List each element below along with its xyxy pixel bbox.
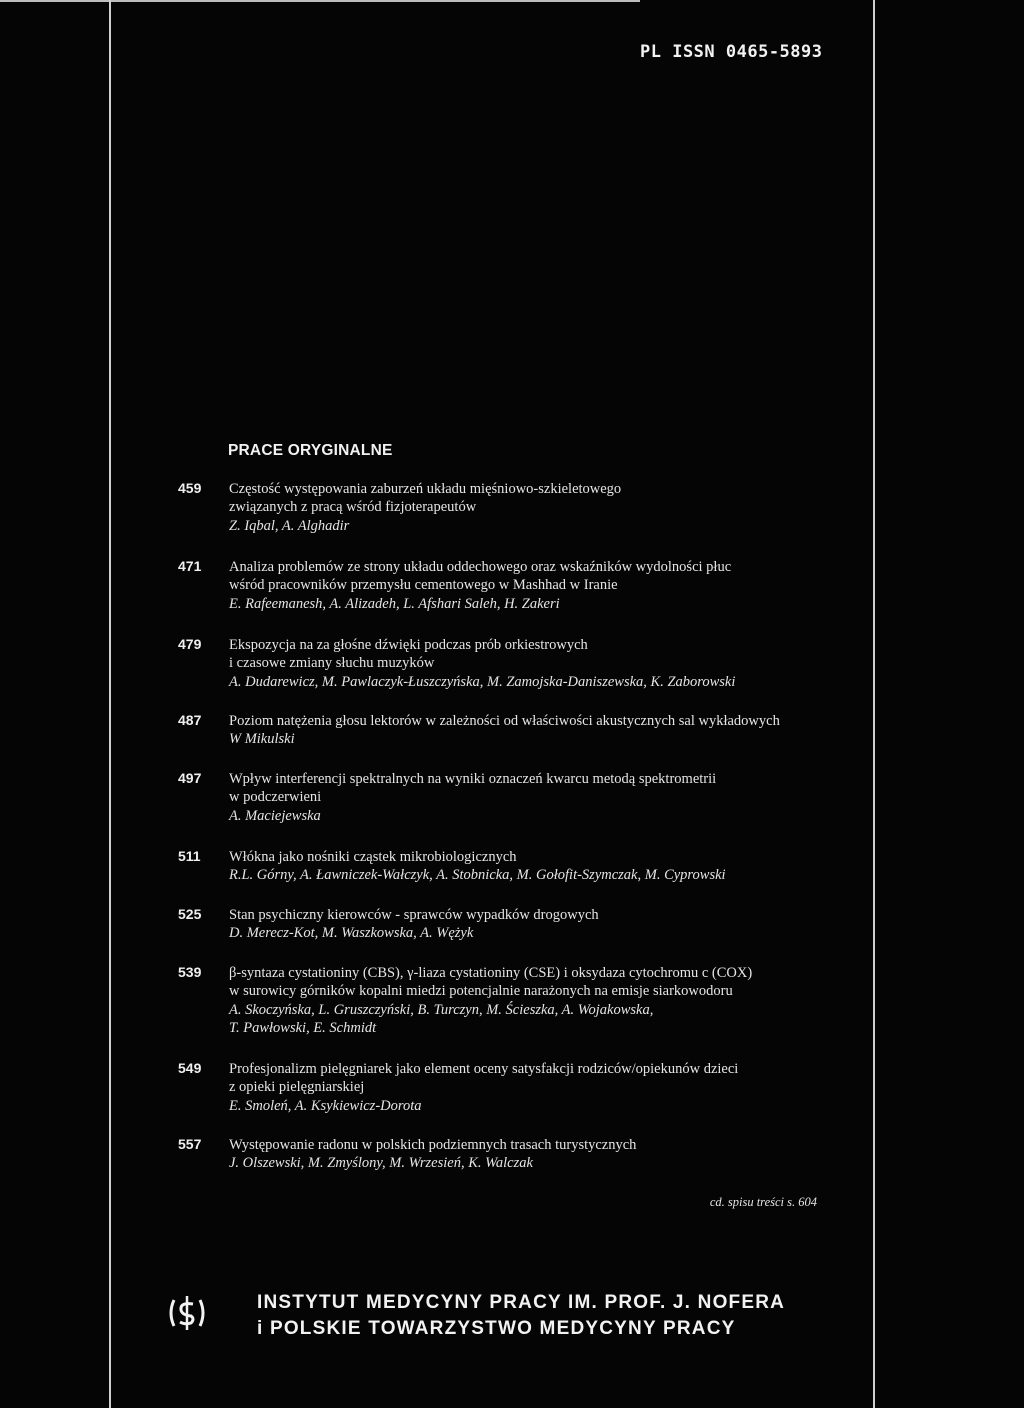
entry-body: [229, 712, 829, 749]
entry-title-line: i czasowe zmiany słuchu muzyków: [229, 655, 435, 672]
entry-page-number: 525: [178, 906, 202, 922]
entry-title-line: z opieki pielęgniarskiej: [229, 1079, 365, 1096]
entry-body: [229, 558, 829, 613]
entry-body: [229, 1136, 829, 1173]
entry-title-line: Częstość występowania zaburzeń układu mięśniowo-szkieletowego: [229, 481, 622, 497]
entry-title-line: β-syntaza cystationiny (CBS), γ-liaza cystationiny (CSE) i oksydaza cytochromu c (COX): [229, 965, 753, 981]
society-logo-icon: [166, 1292, 208, 1334]
entry-body: [229, 1060, 829, 1115]
entry-authors: T. Pawłowski, E. Schmidt: [229, 1020, 377, 1037]
entry-title-line: Wpływ interferencji spektralnych na wyniki oznaczeń kwarcu metodą spektrometrii: [229, 771, 717, 787]
left-border-line: [109, 0, 111, 1408]
entry-page-number: 557: [178, 1136, 202, 1152]
entry-body: [229, 636, 829, 691]
entry-authors: W Mikulski: [229, 731, 295, 748]
entry-authors: D. Merecz-Kot, M. Waszkowska, A. Wężyk: [229, 925, 474, 942]
entry-page-number: 549: [178, 1060, 202, 1076]
entry-authors: Z. Iqbal, A. Alghadir: [229, 517, 350, 534]
issn-number: PL ISSN 0465-5893: [640, 42, 823, 62]
entry-authors: A. Dudarewicz, M. Pawlaczyk-Łuszczyńska, M. Zamojska-Daniszewska, K. Zaborowski: [229, 673, 736, 690]
continued-note: cd. spisu treści s. 604: [709, 1195, 817, 1209]
entry-authors: R.L. Górny, A. Ławniczek-Wałczyk, A. Stobnicka, M. Gołofit-Szymczak, M. Cyprowski: [229, 867, 726, 884]
section-title: PRACE ORYGINALNE: [228, 442, 393, 459]
entry-page-number: 511: [178, 848, 201, 864]
entry-authors: E. Rafeemanesh, A. Alizadeh, L. Afshari Saleh, H. Zakeri: [229, 595, 560, 612]
entry-title-line: w surowicy górników kopalni miedzi potencjalnie narażonych na emisje siarkowodoru: [229, 983, 733, 1000]
entry-title-line: Analiza problemów ze strony układu oddechowego oraz wskaźników wydolności płuc: [229, 559, 732, 575]
entry-page-number: 471: [178, 558, 202, 574]
entry-body: [229, 964, 829, 1038]
entry-title-line: związanych z pracą wśród fizjoterapeutów: [229, 499, 477, 516]
institute-name-line2: i POLSKIE TOWARZYSTWO MEDYCYNY PRACY: [257, 1318, 736, 1339]
entry-title-line: Stan psychiczny kierowców - sprawców wypadków drogowych: [229, 907, 599, 923]
right-border-line: [873, 0, 875, 1408]
entry-page-number: 487: [178, 712, 202, 728]
institute-name: [257, 1290, 785, 1342]
entry-body: [229, 480, 829, 535]
entry-title-line: Poziom natężenia głosu lektorów w zależności od właściwości akustycznych sal wykładowych: [229, 713, 780, 729]
entry-title-line: Występowanie radonu w polskich podziemnych trasach turystycznych: [229, 1137, 637, 1153]
institute-name-line1: INSTYTUT MEDYCYNY PRACY IM. PROF. J. NOFERA: [257, 1292, 786, 1313]
entry-body: [229, 770, 829, 825]
entry-title-line: wśród pracowników przemysłu cementowego w Mashhad w Iranie: [229, 577, 618, 594]
entry-authors: E. Smoleń, A. Ksykiewicz-Dorota: [229, 1097, 422, 1114]
entry-page-number: 459: [178, 480, 202, 496]
entry-authors: A. Skoczyńska, L. Gruszczyński, B. Turczyn, M. Ścieszka, A. Wojakowska,: [229, 1001, 654, 1018]
entry-body: [229, 906, 829, 943]
entry-title-line: w podczerwieni: [229, 789, 322, 806]
entry-authors: A. Maciejewska: [229, 807, 321, 824]
entry-title-line: Ekspozycja na za głośne dźwięki podczas prób orkiestrowych: [229, 637, 588, 653]
entry-title-line: Włókna jako nośniki cząstek mikrobiologicznych: [229, 849, 517, 865]
top-rule: [0, 0, 640, 2]
entry-page-number: 497: [178, 770, 202, 786]
entry-body: [229, 848, 829, 885]
entry-page-number: 479: [178, 636, 202, 652]
entry-title-line: Profesjonalizm pielęgniarek jako element oceny satysfakcji rodziców/opiekunów dzieci: [229, 1061, 739, 1077]
entry-page-number: 539: [178, 964, 202, 980]
entry-authors: J. Olszewski, M. Zmyślony, M. Wrzesień, K. Walczak: [229, 1155, 533, 1172]
